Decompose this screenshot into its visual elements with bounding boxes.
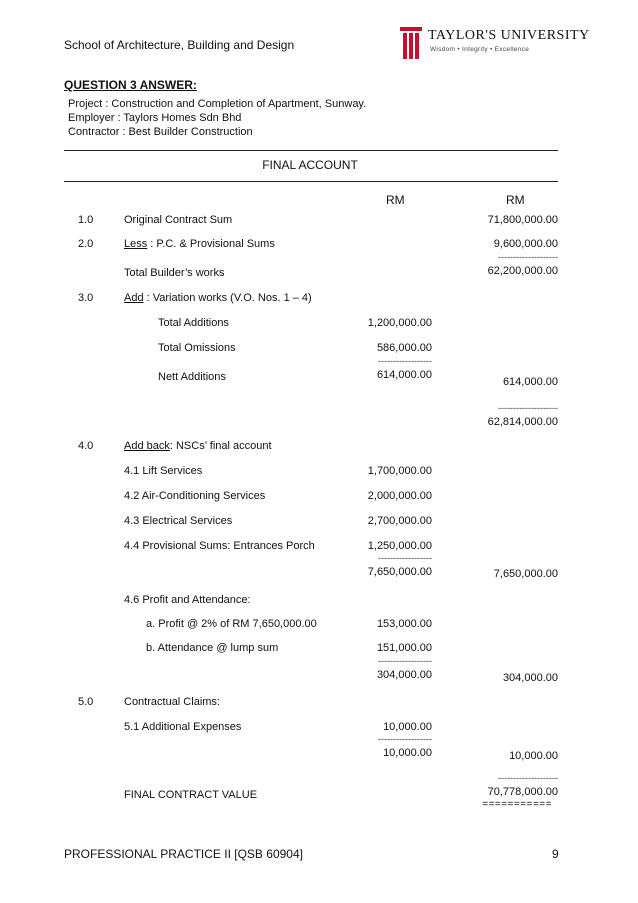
item-description: Total Additions xyxy=(158,317,229,329)
amount: 304,000.00 xyxy=(502,672,558,684)
amount: 62,814,000.00 xyxy=(487,416,558,428)
employer-line: Employer : Taylors Homes Sdn Bhd xyxy=(68,112,242,124)
account-title: FINAL ACCOUNT xyxy=(262,158,358,172)
separator-line: -------------------- xyxy=(498,252,558,262)
item-number: 4.0 xyxy=(78,440,94,452)
item-description: 4.6 Profit and Attendance: xyxy=(124,594,251,606)
item-description: 5.1 Additional Expenses xyxy=(124,721,242,733)
item-description: 4.1 Lift Services xyxy=(124,465,203,477)
university-name: TAYLOR'S UNIVERSITY xyxy=(428,28,590,43)
question-title: QUESTION 3 ANSWER: xyxy=(64,78,197,92)
amount: 1,250,000.00 xyxy=(367,540,432,552)
separator-line: ------------------ xyxy=(378,734,432,744)
amount: 614,000.00 xyxy=(376,369,432,381)
item-description: b. Attendance @ lump sum xyxy=(146,642,279,654)
item-description xyxy=(124,440,272,452)
university-logo-icon xyxy=(400,27,422,59)
column-header-rm-1: RM xyxy=(386,193,405,207)
item-description: Contractual Claims: xyxy=(124,696,220,708)
description-rest: : P.C. & Provisional Sums xyxy=(147,238,275,250)
page-number: 9 xyxy=(552,847,559,861)
separator-line: -------------------- xyxy=(498,773,558,783)
item-number: 5.0 xyxy=(78,696,94,708)
divider-bottom xyxy=(64,181,558,182)
amount: 62,200,000.00 xyxy=(487,265,558,277)
item-number: 3.0 xyxy=(78,292,94,304)
amount: 586,000.00 xyxy=(376,342,432,354)
amount: 2,700,000.00 xyxy=(367,515,432,527)
amount: 10,000.00 xyxy=(509,750,558,762)
separator-line: ------------------ xyxy=(378,356,432,366)
amount: 71,800,000.00 xyxy=(487,214,558,226)
keyword-add: Add xyxy=(124,292,144,304)
item-description: 4.2 Air-Conditioning Services xyxy=(124,490,266,502)
separator-line: ------------------ xyxy=(378,656,432,666)
footer-course: PROFESSIONAL PRACTICE II [QSB 60904] xyxy=(64,847,303,861)
separator-line: ------------------ xyxy=(378,553,432,563)
amount: 10,000.00 xyxy=(383,721,432,733)
amount: 1,700,000.00 xyxy=(367,465,432,477)
column-header-rm-2: RM xyxy=(506,193,525,207)
item-description: Total Omissions xyxy=(158,342,236,354)
item-description: Total Builder’s works xyxy=(124,267,225,279)
amount: 304,000.00 xyxy=(376,669,432,681)
project-line: Project : Construction and Completion of Apartment, Sunway. xyxy=(68,98,367,110)
amount: 7,650,000.00 xyxy=(493,568,558,580)
school-name: School of Architecture, Building and Design xyxy=(64,38,295,52)
keyword-less: Less xyxy=(124,238,148,250)
separator-line: -------------------- xyxy=(498,403,558,413)
amount: 10,000.00 xyxy=(383,747,432,759)
amount: 9,600,000.00 xyxy=(493,238,558,250)
keyword-add-back: Add back xyxy=(124,440,170,452)
item-description: Nett Additions xyxy=(158,371,226,383)
item-description: 4.3 Electrical Services xyxy=(124,515,233,527)
description-rest: : NSCs’ final account xyxy=(169,440,272,452)
description-rest: : Variation works (V.O. Nos. 1 – 4) xyxy=(143,292,312,304)
divider-top xyxy=(64,150,558,151)
item-description: a. Profit @ 2% of RM 7,650,000.00 xyxy=(146,618,317,630)
amount: 153,000.00 xyxy=(376,618,432,630)
item-number: 1.0 xyxy=(78,214,94,226)
item-description: Original Contract Sum xyxy=(124,214,233,226)
amount: 151,000.00 xyxy=(376,642,432,654)
item-description: 4.4 Provisional Sums: Entrances Porch xyxy=(124,540,315,552)
amount: 2,000,000.00 xyxy=(367,490,432,502)
amount: 614,000.00 xyxy=(502,376,558,388)
final-contract-value: 70,778,000.00 xyxy=(487,786,558,798)
amount: 1,200,000.00 xyxy=(367,317,432,329)
item-description xyxy=(124,292,312,304)
item-number: 2.0 xyxy=(78,238,94,250)
amount: 7,650,000.00 xyxy=(367,566,432,578)
university-tagline: Wisdom • Integrity • Excellence xyxy=(430,46,530,53)
double-underline: =========== xyxy=(482,799,552,810)
item-description xyxy=(124,238,275,250)
contractor-line: Contractor : Best Builder Construction xyxy=(68,126,253,138)
final-contract-label: FINAL CONTRACT VALUE xyxy=(124,789,258,801)
